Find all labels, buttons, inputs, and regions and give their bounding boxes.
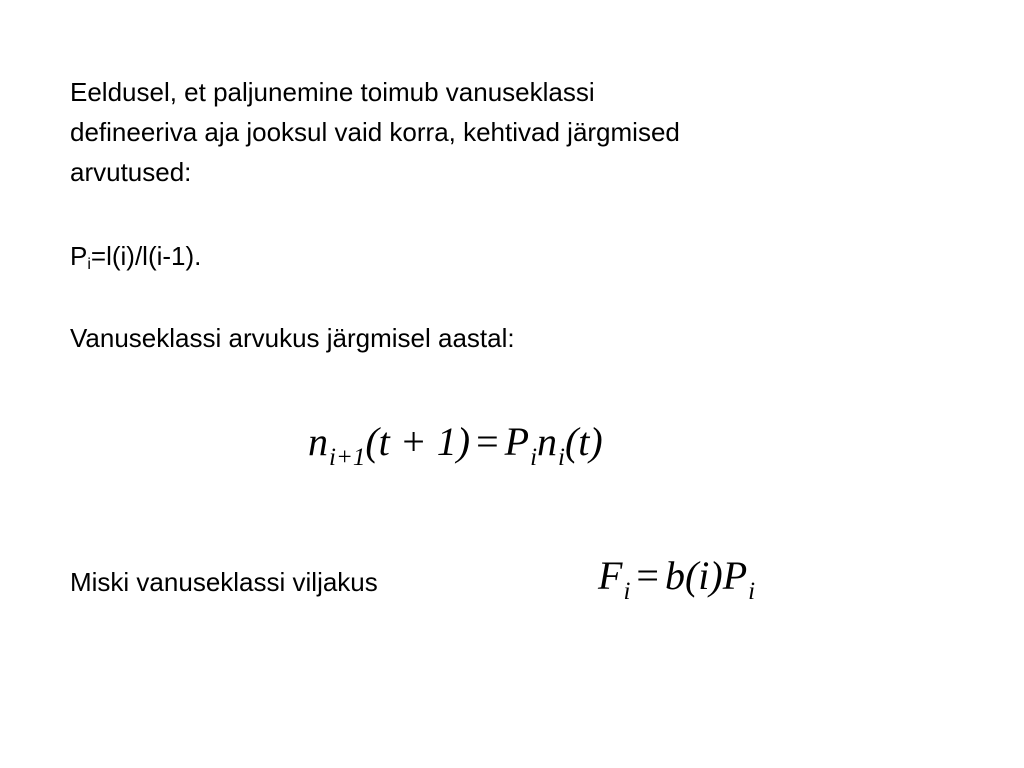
- survival-formula: [70, 236, 201, 276]
- eq2-equals: =: [636, 553, 659, 598]
- fertility-equation: [598, 553, 756, 605]
- eq2-b: b: [664, 553, 685, 598]
- intro-paragraph: [70, 72, 680, 192]
- eq1-P: P: [504, 419, 530, 464]
- eq2-F: F: [598, 553, 623, 598]
- abundance-equation: [308, 419, 603, 471]
- eq2-sub-i-b: i: [748, 578, 756, 605]
- eq2-args: (i): [684, 553, 723, 598]
- eq1-n2: n: [537, 419, 558, 464]
- eq1-equals: =: [476, 419, 499, 464]
- eq2-sub-i-a: i: [623, 578, 631, 605]
- eq1-n: n: [308, 419, 328, 464]
- eq1-args-left: (t + 1): [365, 419, 471, 464]
- intro-line-3: arvutused:: [70, 157, 192, 187]
- eq2-P: P: [722, 553, 748, 598]
- intro-line-1: Eeldusel, et paljunemine toimub vanuseklassi: [70, 77, 595, 107]
- eq1-sub-i-plus-1: i+1: [329, 444, 366, 471]
- eq1-args-right: (t): [564, 419, 603, 464]
- survival-formula-base: P: [70, 241, 88, 271]
- eq1-sub-i-a: i: [530, 444, 538, 471]
- intro-line-2: defineeriva aja jooksul vaid korra, kehtivad järgmised: [70, 117, 680, 147]
- fertility-label: Miski vanuseklassi viljakus: [70, 567, 378, 597]
- survival-formula-rest: =l(i)/l(i-1).: [90, 241, 202, 271]
- survival-formula-subscript: i: [87, 256, 91, 273]
- eq1-sub-i-b: i: [558, 444, 565, 471]
- abundance-label: Vanuseklassi arvukus järgmisel aastal:: [70, 323, 515, 353]
